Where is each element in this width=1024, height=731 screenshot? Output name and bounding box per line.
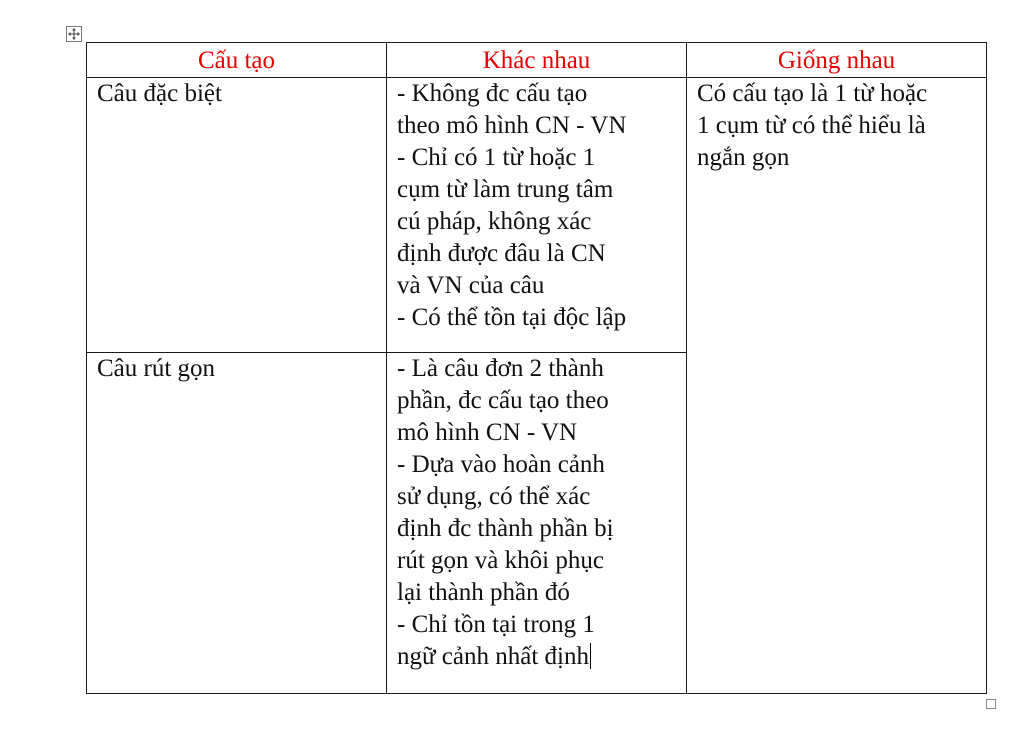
similarities-cell[interactable] (687, 78, 987, 694)
row-label-cell[interactable] (87, 353, 387, 694)
text-line: cụm từ làm trung tâm (397, 176, 614, 203)
text-line: lại thành phần đó (397, 579, 570, 606)
text-line: định đc thành phần bị (397, 515, 614, 542)
table-header-row (87, 43, 987, 78)
text-line: rút gọn và khôi phục (397, 547, 604, 574)
comparison-table (86, 42, 987, 694)
text-line: cú pháp, không xác (397, 208, 592, 235)
row-label-cell[interactable] (87, 78, 387, 353)
differences-cell[interactable] (387, 353, 687, 694)
text-line: - Là câu đơn 2 thành (397, 355, 604, 382)
text-line: - Không đc cấu tạo (397, 80, 588, 107)
text-line: - Chỉ có 1 từ hoặc 1 (397, 144, 596, 171)
text-line: phần, đc cấu tạo theo (397, 387, 609, 414)
text-line: mô hình CN - VN (397, 419, 578, 446)
text-line: ngắn gọn (697, 144, 790, 171)
table-move-handle[interactable] (66, 26, 82, 42)
table-move-icon (67, 27, 81, 41)
text-line: - Có thể tồn tại độc lập (397, 304, 627, 331)
header-giong-nhau[interactable]: Giống nhau (687, 43, 987, 78)
text-line: định được đâu là CN (397, 240, 606, 267)
text-line: sử dụng, có thể xác (397, 483, 591, 510)
header-cau-tao[interactable]: Cấu tạo (87, 43, 387, 78)
differences-cell[interactable] (387, 78, 687, 353)
text-line: - Chỉ tồn tại trong 1 (397, 611, 595, 638)
header-khac-nhau[interactable]: Khác nhau (387, 43, 687, 78)
text-line: Có cấu tạo là 1 từ hoặc (697, 80, 928, 107)
row-label: Câu đặc biệt (97, 80, 222, 107)
text-line: - Dựa vào hoàn cảnh (397, 451, 605, 478)
table-resize-handle[interactable] (986, 699, 996, 709)
text-line: và VN của câu (397, 272, 545, 299)
text-line: 1 cụm từ có thể hiểu là (697, 112, 926, 139)
text-line: theo mô hình CN - VN (397, 112, 627, 139)
text-line-with-caret: ngữ cảnh nhất định (397, 641, 686, 673)
table-row (87, 78, 987, 353)
row-label: Câu rút gọn (97, 355, 216, 382)
